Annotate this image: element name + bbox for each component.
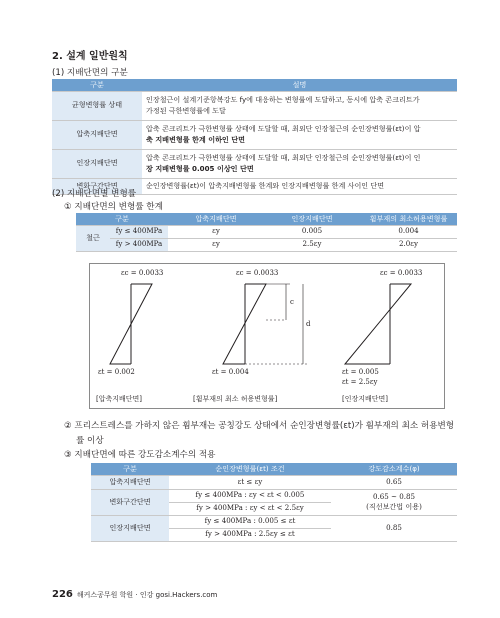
strain-limit-table: [76, 213, 457, 252]
ec-label-2: εc = 0.0033: [236, 269, 279, 277]
cond-cell: fy ≤ 400MPa : εy < εt < 0.005: [169, 489, 331, 502]
item2-line1: ② 프리스트레스를 가하지 않은 휨부재는 공칭강도 상태에서 순인장변형률(εt)가 휨부재의 최소 허용변형: [64, 421, 455, 431]
group-label: 철근: [76, 225, 110, 251]
row-desc: 순인장변형률(εt)이 압축지배변형률 한계와 인장지배변형률 한계 사이인 단면: [142, 178, 457, 194]
item3-title: ③ 지배단면에 따른 강도감소계수의 적용: [64, 450, 216, 460]
col-header-category: 구분: [76, 213, 168, 225]
row-name: 압축지배단면: [52, 120, 142, 149]
value-cell: εy: [168, 225, 264, 238]
strength-reduction-table: [91, 463, 457, 542]
row-desc-line2: 장 지배변형률 0.005 이상인 단면: [146, 163, 254, 173]
col-header-category: 구분: [91, 463, 169, 475]
value-cell: 2.0εy: [360, 238, 457, 251]
ec-label-3: εc = 0.0033: [380, 269, 423, 277]
et-label-3b: εt = 2.5εy: [342, 378, 378, 386]
cond-cell: εt ≤ εy: [169, 475, 331, 489]
phi-cell: 0.65: [331, 475, 457, 489]
et-label-2: εt = 0.004: [212, 368, 249, 376]
row-name: 압축지배단면: [91, 475, 169, 489]
table-row: [52, 120, 457, 149]
sec2-sub1: ① 지배단면의 변형률 한계: [64, 202, 163, 212]
table-row: [52, 91, 457, 120]
table-row: [76, 225, 457, 238]
item2-line2: 률 이상: [76, 436, 104, 446]
row-desc-line1: 인장철근이 설계기준항복강도 fy에 대응하는 변형률에 도달하고, 동시에 압축 콘크리트가: [146, 95, 420, 105]
strain-profile-3: [345, 284, 411, 364]
page-footer: [52, 589, 217, 600]
phi-note: (직선보간법 이용): [366, 502, 422, 511]
sec1-title: (1) 지배단면의 구분: [52, 68, 128, 78]
row-name: 균형변형률 상태: [52, 91, 142, 120]
ec-label-1: εc = 0.0033: [121, 269, 164, 277]
col-header-min-strain: 휨부재의 최소허용변형률: [360, 213, 457, 225]
governing-section-table: [52, 79, 457, 195]
row-name: 인장지배단면: [52, 149, 142, 178]
row-name: 변화구간단면: [91, 489, 169, 515]
section-heading: 2. 설계 일반원칙: [52, 51, 128, 62]
table-row: [52, 149, 457, 178]
value-cell: 0.004: [360, 225, 457, 238]
phi-cell: 0.85: [331, 515, 457, 541]
cond-cell: fy > 400MPa: [110, 238, 168, 251]
cond-cell: fy > 400MPa : εy < εt < 2.5εy: [169, 502, 331, 515]
sec2-title: (2) 지배단면별 변형률: [52, 189, 137, 199]
col-header-compression: 압축지배단면: [168, 213, 264, 225]
et-label-1: εt = 0.002: [98, 368, 135, 376]
col-header-condition: 순인장변형률(εt) 조건: [169, 463, 331, 475]
row-desc-line2: 축 지배변형률 한계 이하인 단면: [146, 134, 245, 144]
value-cell: εy: [168, 238, 264, 251]
table-row: [76, 238, 457, 251]
c-label: c: [290, 298, 294, 306]
col-header-phi: 강도감소계수(φ): [331, 463, 457, 475]
caption-tension: [인장지배단면]: [342, 395, 389, 403]
row-desc-line1: 압축 콘크리트가 극한변형률 상태에 도달할 때, 최외단 인장철근의 순인장변형률(εt)이 인: [146, 153, 421, 163]
col-header-tension: 인장지배단면: [264, 213, 360, 225]
row-desc-line2: 가정된 극한변형률에 도달: [146, 105, 226, 115]
caption-compression: [압축지배단면]: [96, 395, 143, 403]
table-row: [91, 489, 457, 502]
et-label-3a: εt = 0.005: [342, 368, 379, 376]
footer-text: 해커스공무원 학원 · 인강 gosi.Hackers.com: [76, 591, 218, 599]
d-label: d: [306, 320, 311, 328]
page-number: 226: [52, 589, 73, 600]
col-header-description: 설명: [142, 79, 457, 91]
strain-diagram: [89, 263, 445, 409]
cond-cell: fy ≤ 400MPa : 0.005 ≤ εt: [169, 515, 331, 528]
strain-diagram-svg: [90, 264, 446, 410]
value-cell: 2.5εy: [264, 238, 360, 251]
caption-min-strain: [휨부재의 최소 허용변형률]: [193, 395, 278, 403]
value-cell: 0.005: [264, 225, 360, 238]
row-desc-line1: 압축 콘크리트가 극한변형률 상태에 도달할 때, 최외단 인장철근의 순인장변형률(εt)이 압: [146, 124, 421, 134]
col-header-category: 구분: [52, 79, 142, 91]
cond-cell: fy > 400MPa : 2.5εy ≤ εt: [169, 528, 331, 541]
cond-cell: fy ≤ 400MPa: [110, 225, 168, 238]
row-name: 변화구간단면: [52, 178, 142, 194]
row-name: 인장지배단면: [91, 515, 169, 541]
table-row: [91, 515, 457, 528]
table-row: [91, 475, 457, 489]
phi-range: 0.65 ~ 0.85: [372, 491, 416, 501]
